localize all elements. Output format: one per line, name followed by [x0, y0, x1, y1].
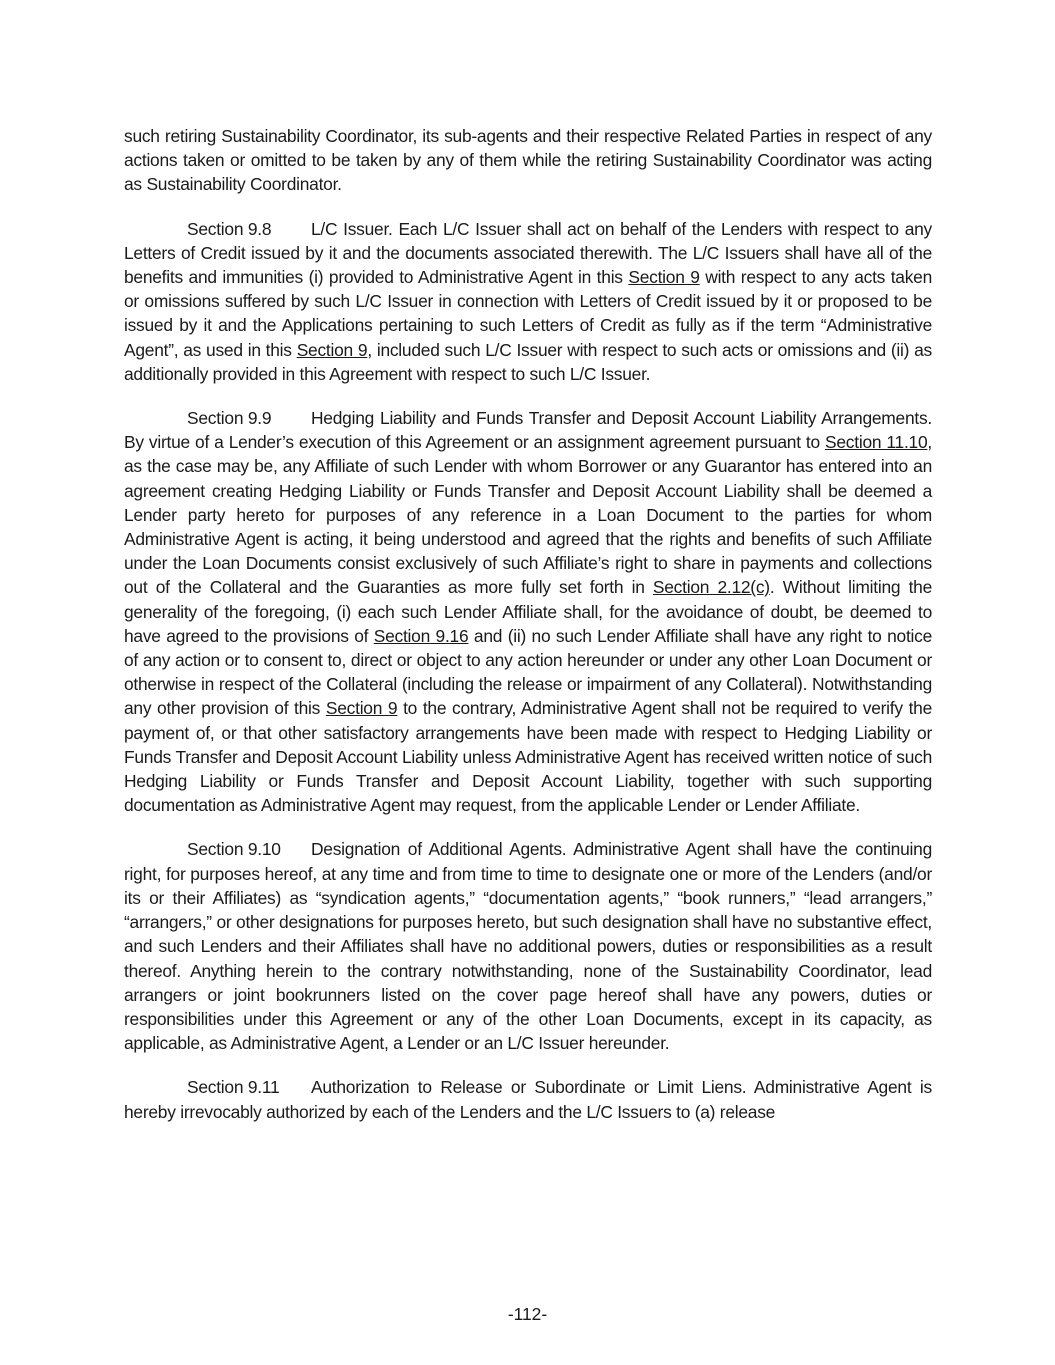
section-9-11: [124, 1075, 932, 1123]
section-text: , as the case may be, any Affiliate of such Lender with whom Borrower or any Guarantor has entered into an agreement creating Hedging Liability or Funds Transfer and Deposit Account Liability shall be deemed a Lender party hereto for purposes of any reference in a Loan Document to the parties for whom Administrative Agent is acting, it being understood and agreed that the rights and benefits of such Affiliate under the Loan Documents consist exclusively of such Affiliate’s right to share in payments and collections out of the Collateral and the Guaranties as more fully set forth in: [124, 432, 932, 598]
section-9-9: [124, 406, 932, 817]
section-text: . Without limiting the generality of the foregoing, (i) each such Lender Affiliate shall, for the avoidance of doubt, be deemed to have agreed to the provisions of: [124, 577, 932, 646]
cross-reference: Section 9: [628, 267, 700, 288]
cross-reference: Section 9: [325, 698, 398, 719]
section-text: Authorization to Release or Subordinate or Limit Liens. Administrative Agent is hereby irrevocably authorized by each of the Lenders and the L/C Issuers to (a) release: [124, 1077, 932, 1122]
section-text: Designation of Additional Agents. Administrative Agent shall have the continuing right, for purposes hereof, at any time and from time to time to designate one or more of the Lenders (and/or its or their Affiliates) as “syndication agents,” “documentation agents,” “book runners,” “lead arrangers,” “arrangers,” or other designations for purposes hereto, but such designation shall have no substantive effect, and such Lenders and their Affiliates shall have no additional powers, duties or responsibilities as a result thereof. Anything herein to the contrary notwithstanding, none of the Sustainability Coordinator, lead arrangers or joint bookrunners listed on the cover page hereof shall have any powers, duties or responsibilities under this Agreement or any of the other Loan Documents, except in its capacity, as applicable, as Administrative Agent, a Lender or an L/C Issuer hereunder.: [124, 839, 932, 1054]
section-text: , included such L/C Issuer with respect to such acts or omissions and (ii) as additionally provided in this Agreement with respect to such L/C Issuer.: [124, 339, 932, 384]
section-number: Section 9.8: [187, 218, 272, 239]
cross-reference: Section 11.10: [825, 432, 928, 453]
section-text: to the contrary, Administrative Agent shall not be required to verify the payment of, or that other satisfactory arrangements have been made with respect to Hedging Liability or Funds Transfer and Deposit Account Liability unless Administrative Agent has received written notice of such Hedging Liability or Funds Transfer and Deposit Account Liability, together with such supporting documentation as Administrative Agent may request, from the applicable Lender or Lender Affiliate.: [124, 698, 933, 816]
section-text: and (ii) no such Lender Affiliate shall have any right to notice of any action or to consent to, direct or object to any action hereunder or under any other Loan Document or otherwise in respect of the Collateral (including the release or impairment of any Collateral). Notwithstanding any other provision of this: [124, 625, 933, 719]
section-9-8: [124, 217, 932, 386]
paragraph-intro-text: such retiring Sustainability Coordinator, its sub-agents and their respective Related Parties in respect of any actions taken or omitted to be taken by any of them while the retiring Sustainability Coordinator was acting as Sustainability Coordinator.: [124, 126, 932, 195]
section-text: Hedging Liability and Funds Transfer and Deposit Account Liability Arrangements. By virtue of a Lender’s execution of this Agreement or an assignment agreement pursuant to: [124, 408, 932, 453]
section-number: Section 9.10: [187, 839, 281, 860]
page-body: [124, 124, 932, 1144]
section-9-10: [124, 837, 932, 1055]
section-text: with respect to any acts taken or omissions suffered by such L/C Issuer in connection with Letters of Credit issued by it or proposed to be issued by it and the Applications pertaining to such Letters of Credit as fully as if the term “Administrative Agent”, as used in this: [124, 267, 932, 360]
section-number: Section 9.11: [187, 1077, 280, 1098]
cross-reference: Section 9: [296, 339, 368, 360]
cross-reference: Section 9.16: [373, 625, 469, 646]
page-number: -112-: [507, 1304, 548, 1324]
section-number: Section 9.9: [187, 408, 272, 429]
section-text: L/C Issuer. Each L/C Issuer shall act on behalf of the Lenders with respect to any Letters of Credit issued by it and the documents associated therewith. The L/C Issuers shall have all of the benefits and immunities (i) provided to Administrative Agent in this: [124, 218, 932, 288]
paragraph-intro: [124, 124, 932, 197]
cross-reference: Section 2.12(c): [652, 577, 770, 598]
